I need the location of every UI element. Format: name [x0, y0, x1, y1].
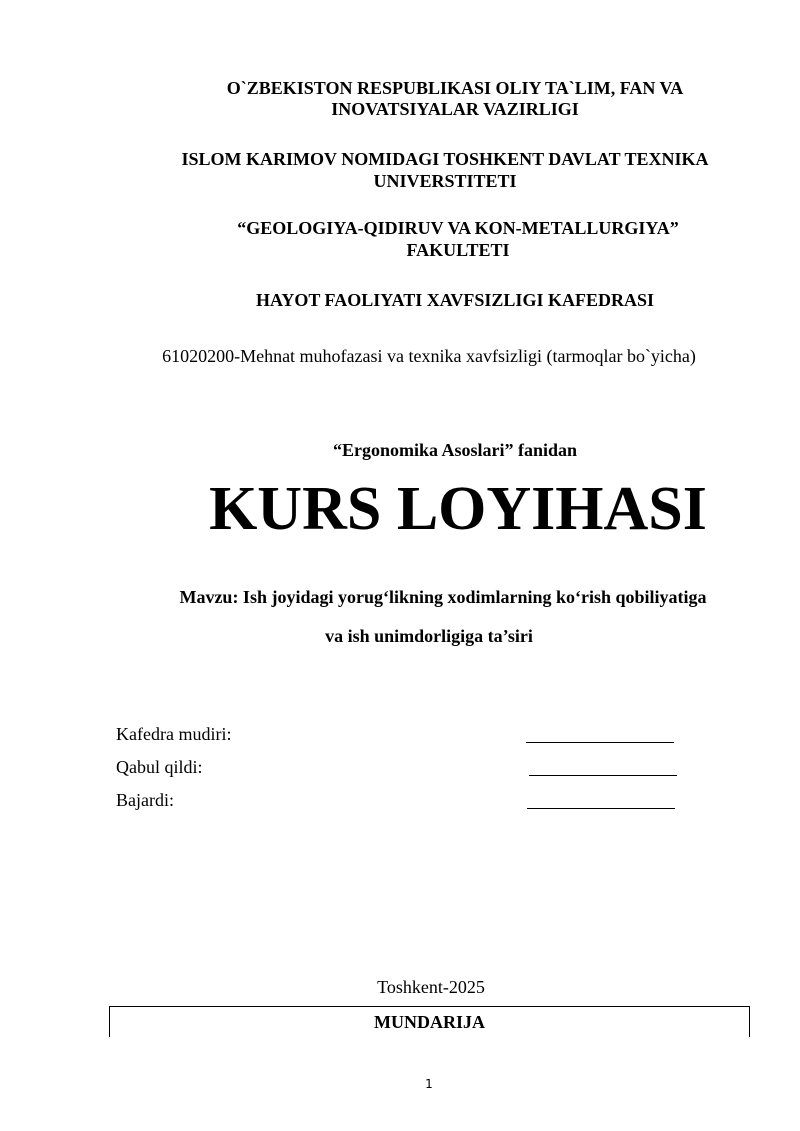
contents-heading: MUNDARIJA [374, 1012, 485, 1032]
signature-line [529, 775, 677, 776]
city-year: Toshkent-2025 [377, 977, 485, 997]
department-name: HAYOT FAOLIYATI XAVFSIZLIGI KAFEDRASI [256, 290, 654, 310]
document-title: KURS LOYIHASI [209, 475, 707, 543]
subject-line: “Ergonomika Asoslari” fanidan [332, 440, 578, 460]
ministry-line-2: INOVATSIYALAR VAZIRLIGI [331, 99, 579, 119]
specialty-line: 61020200-Mehnat muhofazasi va texnika xavfsizligi (tarmoqlar bo`yicha) [162, 346, 696, 366]
contents-box [109, 1006, 750, 1037]
signature-row-head [116, 723, 696, 747]
topic-line-2: va ish unimdorligiga ta’siri [325, 626, 533, 646]
signature-line [526, 742, 674, 743]
accepted-by-label: Qabul qildi: [116, 757, 203, 777]
faculty-line-2: FAKULTETI [406, 240, 510, 260]
ministry-line-1: O`ZBEKISTON RESPUBLIKASI OLIY TA`LIM, FAN VA [226, 78, 684, 98]
university-line-2: UNIVERSTITETI [373, 171, 517, 191]
head-of-department-label: Kafedra mudiri: [116, 724, 232, 744]
signature-line [527, 808, 675, 809]
university-line-1: ISLOM KARIMOV NOMIDAGI TOSHKENT DAVLAT TEXNIKA [181, 149, 709, 169]
signature-row-accepted [116, 756, 696, 780]
page-number: 1 [425, 1077, 433, 1091]
topic-line-1: Mavzu: Ish joyidagi yorug‘likning xodimlarning ko‘rish qobiliyatiga [179, 587, 707, 607]
completed-by-label: Bajardi: [116, 790, 174, 810]
signature-row-completed [116, 789, 696, 813]
faculty-line-1: “GEOLOGIYA-QIDIRUV VA KON-METALLURGIYA” [237, 218, 679, 238]
